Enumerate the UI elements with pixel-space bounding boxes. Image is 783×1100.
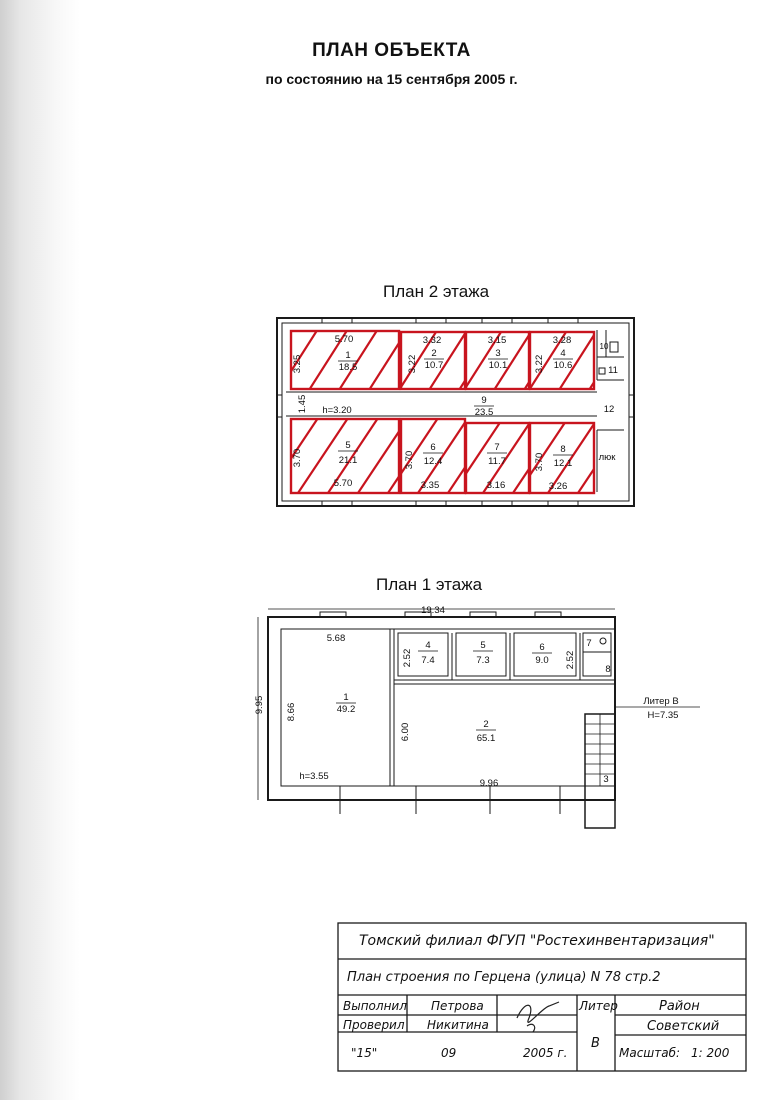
room2-8-width: 3.26 [548,481,568,492]
room1-8-num: 8 [605,664,611,675]
room2-8-num: 8 [560,444,566,455]
signature-mark [517,1002,559,1032]
room2-5-width: 5.70 [333,478,353,489]
room1-2-height: 6.00 [400,722,411,742]
room1-3-num: 3 [603,774,609,785]
room2-6-height: 3.70 [404,450,415,470]
stamp-checked-label: Проверил [343,1018,405,1032]
room2-6-width: 3.35 [420,480,440,491]
stamp-liter-label: Литер [579,999,618,1013]
room2-11-num: 11 [608,365,618,376]
room1-5-num: 5 [480,640,486,651]
room2-4-num: 4 [560,348,566,359]
hatch-label: люк [598,452,616,463]
room2-5-area: 21.1 [338,455,358,466]
room2-9-num: 9 [481,395,487,406]
room2-5-height: 3.70 [292,448,303,468]
room2-2-num: 2 [431,348,437,359]
room1-2-width: 9.96 [479,778,499,789]
document-subtitle: по состоянию на 15 сентября 2005 г. [265,71,518,87]
stamp-month: 09 [441,1046,457,1060]
room2-3-area: 10.1 [488,360,508,371]
room1-1-width: 5.68 [326,633,346,644]
liter-height: H=7.35 [647,710,679,721]
liter-label: Литер В [643,696,679,707]
room2-1-height: 3.25 [292,354,303,374]
document-title: ПЛАН ОБЪЕКТА [312,40,471,61]
room1-7-num: 7 [586,638,592,649]
room2-4-width: 3.28 [552,335,572,346]
room1-6-num: 6 [539,642,545,653]
room2-9-area: 23.5 [474,407,494,418]
room1-4-num: 4 [425,640,431,651]
room2-1-width: 5.70 [334,334,354,345]
room2-8-area: 12.1 [553,458,573,469]
room1-4-height: 2.52 [402,648,413,668]
room2-1-num: 1 [345,350,351,361]
room1-6-height: 2.52 [565,650,576,670]
room2-7-area: 11.7 [488,456,506,467]
room2-12-num: 12 [603,404,615,415]
stamp-executed-by: Петрова [431,999,484,1013]
room2-4-area: 10.6 [553,360,573,371]
room2-7-num: 7 [494,442,500,453]
room1-1-area: 49.2 [336,704,356,715]
floor2-ceiling: h=3.20 [322,405,352,416]
room2-2-height: 3.22 [407,354,418,374]
stamp-scale-label: Масштаб: [619,1046,681,1060]
room2-6-num: 6 [430,442,436,453]
room2-4-height: 3.22 [534,354,545,374]
stamp-scale-value: 1: 200 [691,1046,730,1060]
floor1-total-length: 19.34 [421,605,445,616]
floor1-title: План 1 этажа [376,575,483,594]
room1-1-height: 8.66 [286,702,297,722]
stamp-district-value: Советский [647,1019,720,1034]
stamp-checked-by: Никитина [427,1018,489,1032]
floor1-total-width: 9.95 [254,695,265,715]
room2-3-num: 3 [495,348,501,359]
title-block [337,922,747,1072]
room2-1-area: 18.5 [338,362,358,373]
room2-6-area: 12.4 [423,456,443,467]
stamp-district-label: Район [659,999,700,1014]
stamp-organization: Томский филиал ФГУП "Ростехинвентаризация" [359,933,715,949]
room1-2-area: 65.1 [476,733,496,744]
stamp-day: "15" [351,1046,378,1060]
room1-4-area: 7.4 [421,655,435,666]
room2-8-height: 3.70 [534,452,545,472]
room2-2-width: 3.32 [422,335,442,346]
floor2-title: План 2 этажа [383,282,490,301]
stamp-object: План строения по Герцена (улица) N 78 стр.2 [347,970,661,985]
room2-2-area: 10.7 [424,360,444,371]
room1-6-area: 9.0 [535,655,549,666]
stamp-year: 2005 г. [523,1046,568,1060]
stamp-executed-label: Выполнил [343,999,407,1013]
room2-5-num: 5 [345,440,351,451]
room1-2-num: 2 [483,719,489,730]
floor1-walls [258,609,700,828]
corridor-width: 1.45 [297,394,308,414]
room2-7-width: 3.16 [486,480,506,491]
room2-10-num: 10 [599,342,609,351]
floor1-ceiling: h=3.55 [299,771,329,782]
stamp-liter-value: В [591,1036,600,1051]
room2-3-width: 3.15 [487,335,507,346]
room1-5-area: 7.3 [476,655,490,666]
room1-1-num: 1 [343,692,349,703]
